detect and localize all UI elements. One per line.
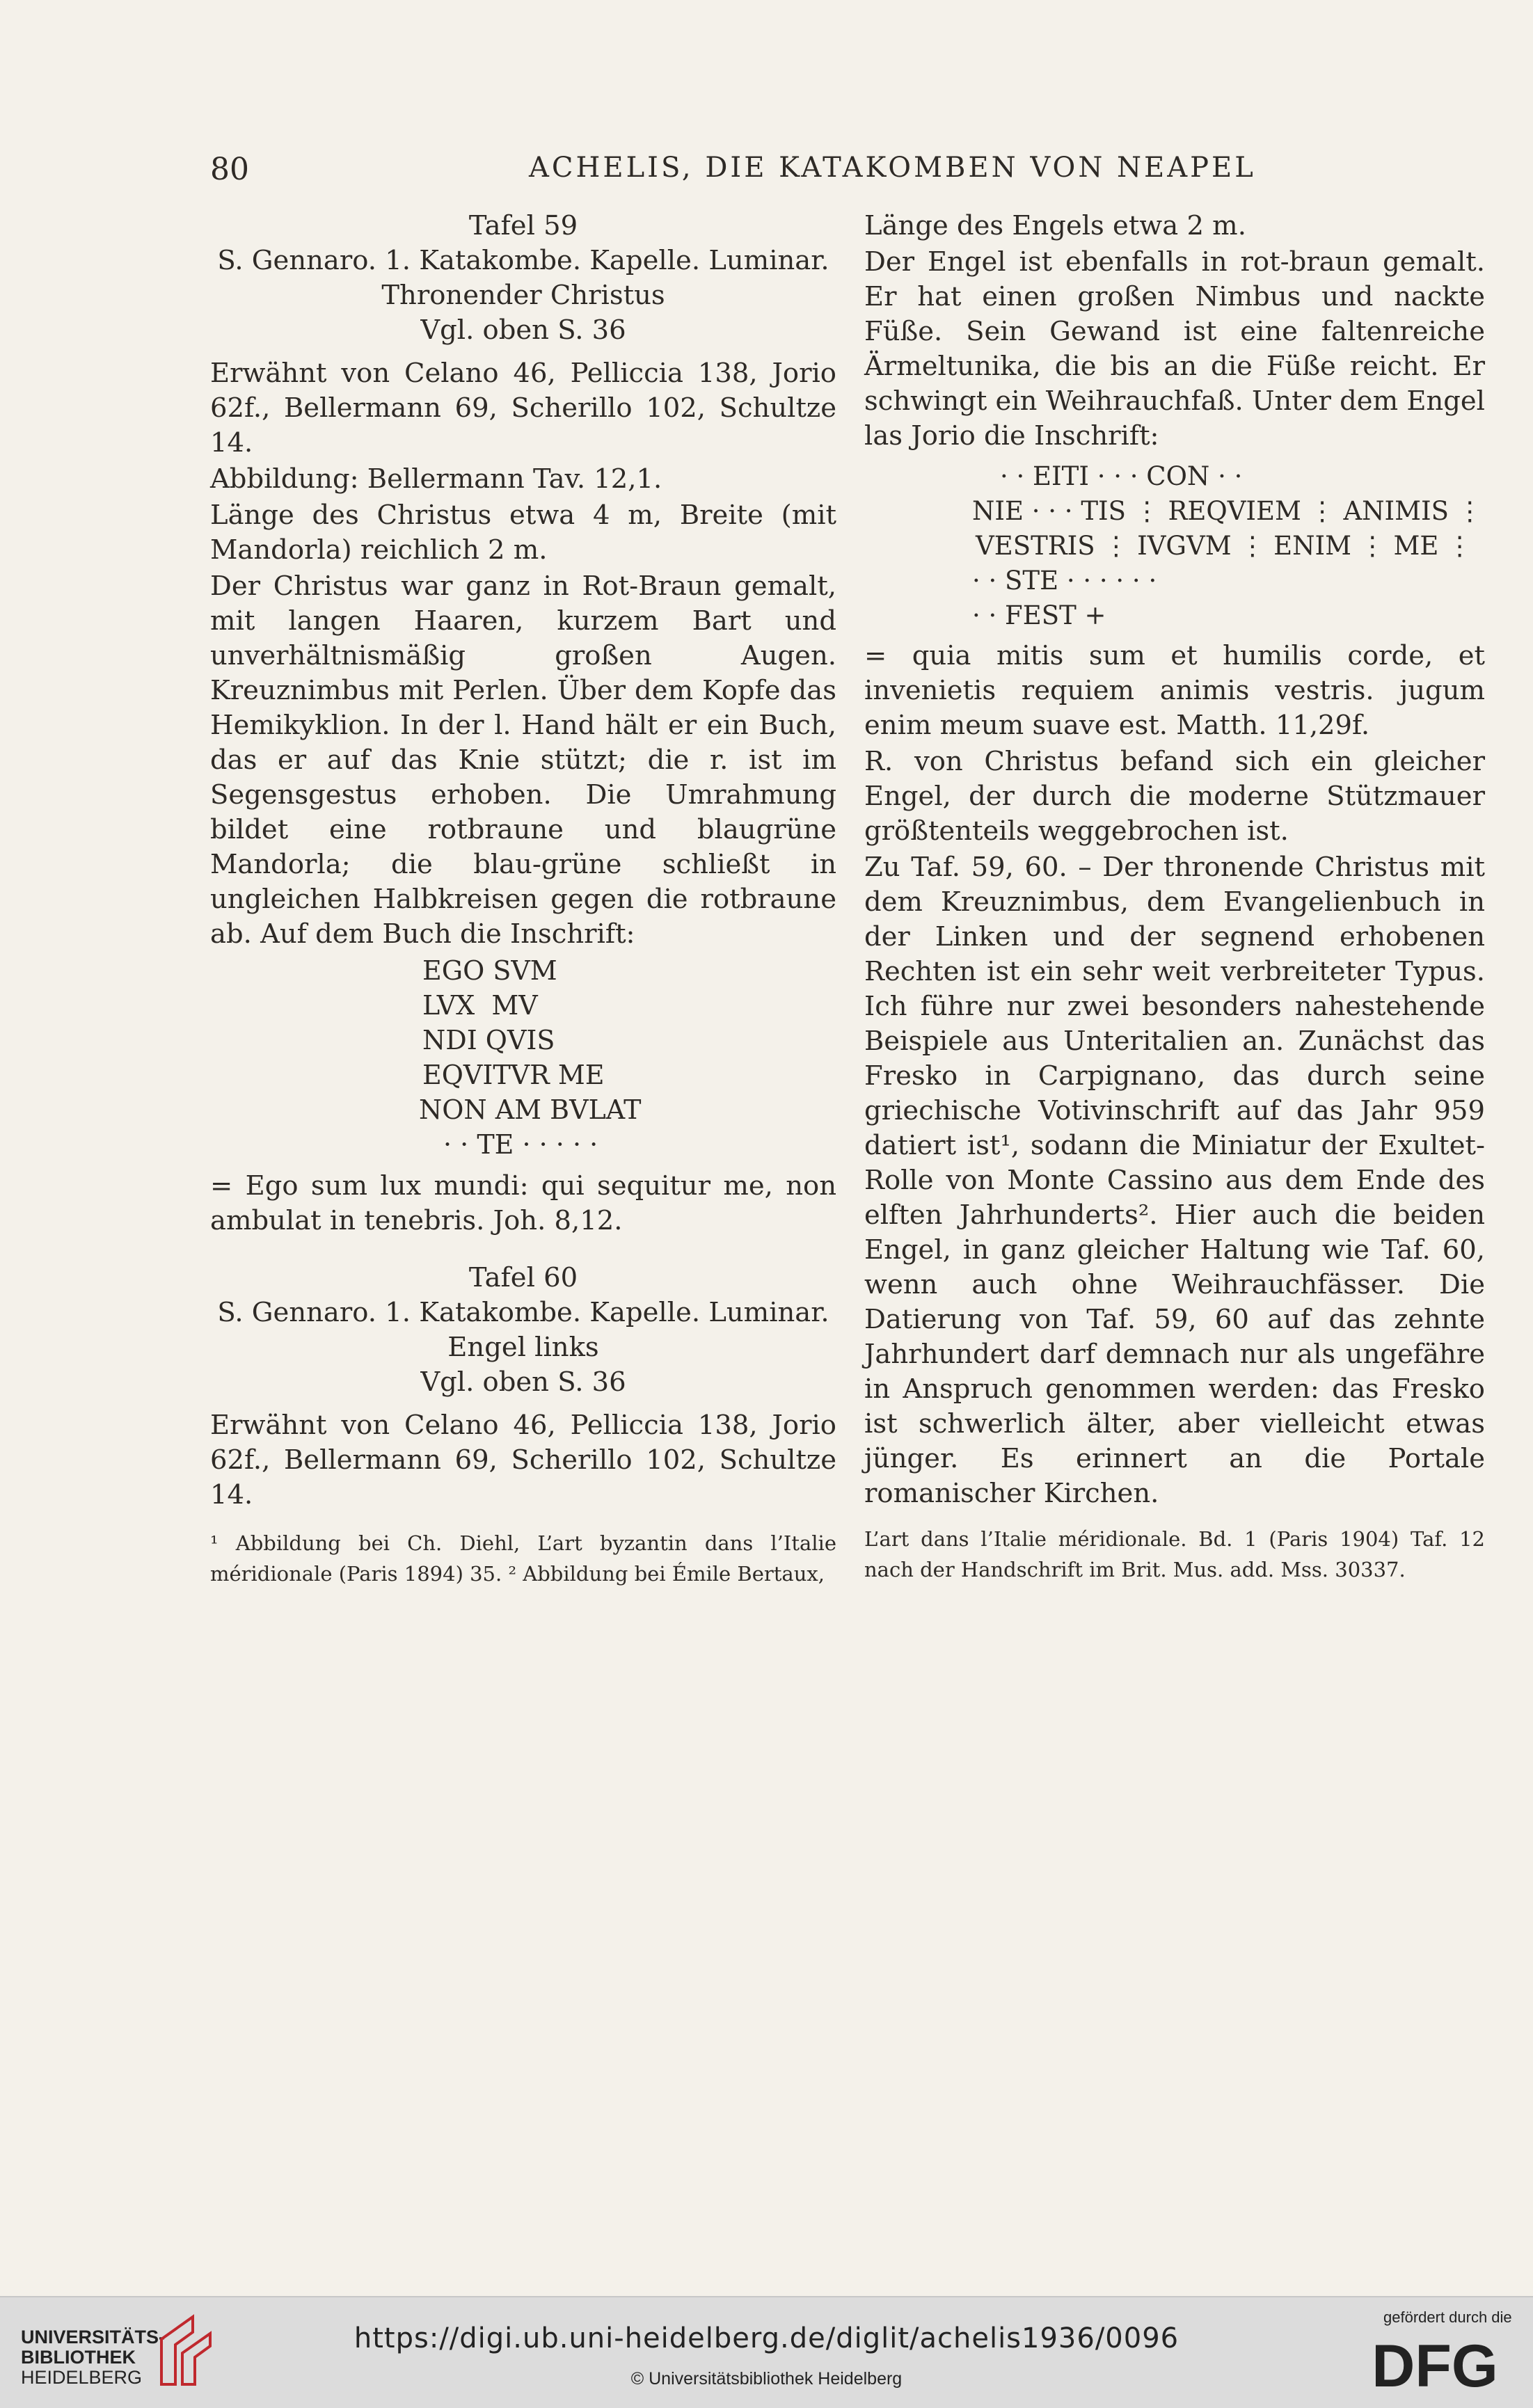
- inscription-line: VESTRIS ⋮ IVGVM ⋮ ENIM ⋮ ME ⋮: [976, 531, 1473, 561]
- paragraph: R. von Christus befand sich ein gleicher Engel, der durch die moderne Stützmauer größtenteils weggebrochen ist.: [864, 746, 1485, 847]
- paragraph: Länge des Engels etwa 2 m.: [864, 210, 1246, 241]
- angel-inscription: [864, 459, 1485, 633]
- paragraph: Länge des Christus etwa 4 m, Breite (mit Mandorla) reichlich 2 m.: [210, 500, 836, 566]
- plate-60-title: Tafel 60: [468, 1262, 578, 1293]
- copyright: © Universitätsbibliothek Heidelberg: [630, 2369, 903, 2389]
- footnote: L’art dans l’Italie méridionale. Bd. 1 (Paris 1904) Taf. 12 nach der Handschrift im Brit. Mus. add. Mss. 30337.: [864, 1527, 1485, 1581]
- dfg-logo-icon: [1365, 2329, 1504, 2399]
- library-name: UNIVERSITÄTS- BIBLIOTHEK HEIDELBERG: [21, 2327, 166, 2388]
- paragraph: Der Engel ist ebenfalls in rot-braun gemalt. Er hat einen großen Nimbus und nackte Füße. Sein Gewand ist eine faltenreiche Ärmeltunika, die bis an die Füße reicht. Er schwingt ein Weihrauchfaß. Unter dem Engel las Jorio die Inschrift:: [864, 246, 1485, 452]
- book-inscription: [210, 953, 836, 1162]
- left-column: [210, 209, 836, 1589]
- inscription-line: · · TE · · · · ·: [443, 1129, 598, 1160]
- inscription-line: NDI QVIS: [422, 1025, 555, 1055]
- svg-text:DFG: DFG: [1372, 2333, 1498, 2399]
- inscription-line: LVX MV: [422, 990, 538, 1021]
- inscription-line: · · FEST +: [972, 600, 1106, 630]
- paragraph: Erwähnt von Celano 46, Pelliccia 138, Jorio 62f., Bellermann 69, Scherillo 102, Schultze 14.: [210, 1410, 836, 1510]
- footnote: ¹ Abbildung bei Ch. Diehl, L’art byzantin dans l’Italie méridionale (Paris 1894) 35. ² Abbildung bei Émile Bertaux,: [210, 1531, 836, 1586]
- inscription-line: NON AM BVLAT: [419, 1094, 642, 1125]
- paragraph: = Ego sum lux mundi: qui sequitur me, non ambulat in tenebris. Joh. 8,12.: [210, 1170, 836, 1236]
- paragraph: Abbildung: Bellermann Tav. 12,1.: [210, 463, 662, 495]
- paragraph: Der Christus war ganz in Rot-Braun gemalt, mit langen Haaren, kurzem Bart und unverhältnismäßig großen Augen. Kreuznimbus mit Perlen. Über dem Kopfe das Hemikyklion. In der l. Hand hält er ein Buch, das er auf das Knie stützt; die r. ist im Segensgestus erhoben. Die Umrahmung bildet eine rotbraune und blaugrüne Mandorla; die blau-grüne schließt in ungleichen Halbkreisen gegen die rotbraune ab. Auf dem Buch die Inschrift:: [210, 571, 836, 950]
- plate-60-location: S. Gennaro. 1. Katakombe. Kapelle. Luminar.: [217, 1297, 829, 1328]
- page-number: 80: [210, 152, 249, 187]
- running-head: ACHELIS, DIE KATAKOMBEN VON NEAPEL: [529, 152, 1256, 184]
- inscription-line: NIE · · · TIS ⋮ REQVIEM ⋮ ANIMIS ⋮: [972, 496, 1483, 526]
- permalink[interactable]: https://digi.ub.uni-heidelberg.de/diglit/achelis1936/0096: [354, 2322, 1179, 2354]
- paragraph: Zu Taf. 59, 60. – Der thronende Christus mit dem Kreuznimbus, dem Evangelienbuch in der Linken und der segnend erhobenen Rechten ist ein sehr weit verbreiteter Typus. Ich führe nur zwei besonders nahestehende Beispiele aus Unteritalien an. Zunächst das Fresko in Carpignano, das durch seine griechische Votivinschrift auf das Jahr 959 datiert ist¹, sodann die Miniatur der Exultet-Rolle von Monte Cassino aus dem Ende des elften Jahrhunderts². Hier auch die beiden Engel, in ganz gleicher Haltung wie Taf. 60, wenn auch ohne Weihrauchfässer. Die Datierung von Taf. 59, 60 auf das zehnte Jahrhundert darf demnach nur als ungefähre in Anspruch genommen werden: das Fresko ist schwerlich älter, aber vielleicht etwas jünger. Es erinnert an die Portale romanischer Kirchen.: [864, 852, 1485, 1509]
- right-column: [864, 209, 1485, 1585]
- plate-59-location: S. Gennaro. 1. Katakombe. Kapelle. Luminar.: [217, 245, 829, 276]
- inscription-line: EQVITVR ME: [422, 1060, 605, 1090]
- inscription-line: · · EITI · · · CON · ·: [1000, 461, 1243, 491]
- plate-59-reference: Vgl. oben S. 36: [420, 314, 626, 346]
- paragraph: Erwähnt von Celano 46, Pelliccia 138, Jorio 62f., Bellermann 69, Scherillo 102, Schultze 14.: [210, 358, 836, 459]
- plate-59-subject: Thronender Christus: [381, 280, 665, 311]
- funding-note: gefördert durch die: [1383, 2309, 1512, 2326]
- inscription-line: · · STE · · · · · ·: [972, 566, 1157, 596]
- plate-60-reference: Vgl. oben S. 36: [420, 1366, 626, 1398]
- plate-60-subject: Engel links: [447, 1332, 599, 1363]
- paragraph: = quia mitis sum et humilis corde, et invenietis requiem animis vestris. jugum enim meum suave est. Matth. 11,29f.: [864, 640, 1485, 741]
- inscription-line: EGO SVM: [422, 955, 557, 986]
- plate-59-title: Tafel 59: [468, 210, 578, 241]
